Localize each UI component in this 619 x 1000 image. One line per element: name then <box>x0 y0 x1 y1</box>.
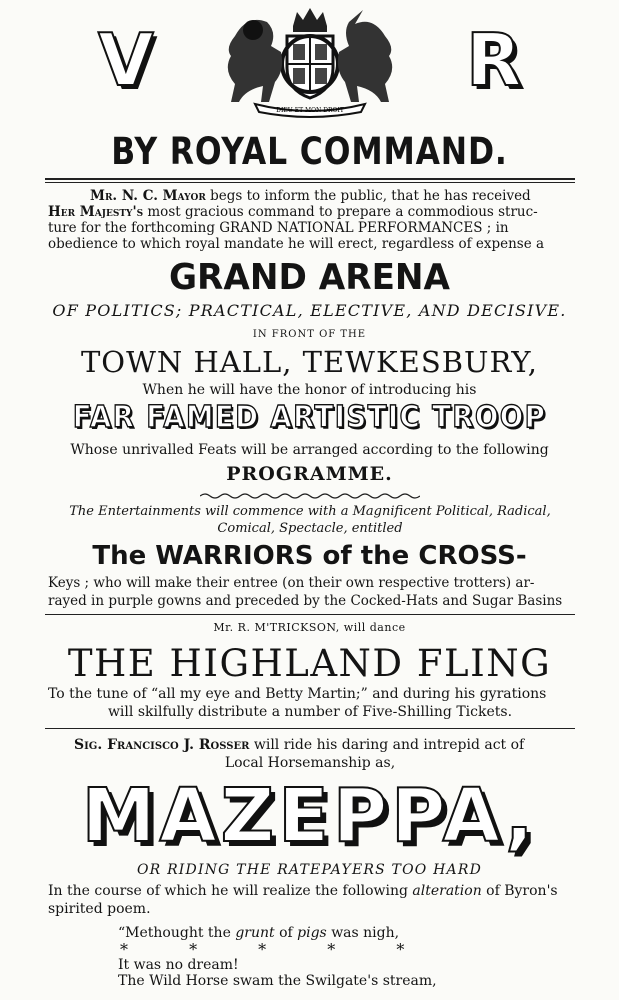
warriors-heading: The WARRIORS of the CROSS- <box>92 541 527 571</box>
town-hall-heading: TOWN HALL, TEWKESBURY, <box>80 345 539 379</box>
description-line: To the tune of “all my eye and Betty Martin;” and during his gyrations <box>48 686 547 702</box>
feats-text: Whose unrivalled Feats will be arranged according to the following <box>70 442 549 458</box>
poem-stars: * * * * * <box>120 940 433 959</box>
poem-text: was nigh, <box>326 925 400 941</box>
entertainment-line: Comical, Spectacle, entitled <box>217 521 403 536</box>
course-text: spirited poem. <box>48 901 151 917</box>
v-letter: V <box>98 18 154 102</box>
course-text: In the course of which he will realize the following <box>48 883 413 899</box>
poem-line: It was no dream! <box>118 957 239 973</box>
rosser-name: Sig. Francisco J. Rosser <box>74 737 250 753</box>
intro-text: obedience to which royal mandate he will erect, regardless of expense a <box>48 236 545 252</box>
poem-line: The Wild Horse swam the Swilgate's stream, <box>118 973 437 989</box>
honor-text: When he will have the honor of introducing his <box>142 382 477 398</box>
divider <box>45 728 575 729</box>
alteration-text: alteration <box>412 883 482 899</box>
byron-paragraph <box>48 882 572 918</box>
poem-text: of <box>274 925 298 941</box>
divider <box>45 182 575 183</box>
royal-coat-of-arms-icon <box>205 6 415 118</box>
description-line: Keys ; who will make their entree (on their own respective trotters) ar- <box>48 575 535 591</box>
description-line: will skilfully distribute a number of Five-Shilling Tickets. <box>107 704 513 720</box>
in-front-text: IN FRONT OF THE <box>252 329 367 340</box>
wavy-divider <box>200 492 420 500</box>
warriors-description <box>48 574 572 610</box>
poem-text: grunt <box>235 925 275 941</box>
poem-text: “Methought the <box>118 925 236 941</box>
arena-subtitle: OF POLITICS; PRACTICAL, ELECTIVE, AND DECISIVE. <box>52 301 567 320</box>
grand-arena-heading: GRAND ARENA <box>168 257 451 298</box>
rosser-text: Local Horsemanship as, <box>224 755 396 771</box>
fling-description <box>48 685 572 721</box>
intro-text: ture for the forthcoming GRAND NATIONAL PERFORMANCES ; in <box>48 220 509 236</box>
entertainment-line: The Entertainments will commence with a Magnificent Political, Radical, <box>69 504 551 519</box>
poem-text: pigs <box>297 925 327 941</box>
divider <box>45 178 575 180</box>
divider <box>45 614 575 615</box>
troop-heading: FAR FAMED ARTISTIC TROOP <box>72 400 547 435</box>
mazeppa-heading: MAZEPPA, <box>81 773 538 859</box>
svg-text:DIEU ET MON DROIT: DIEU ET MON DROIT <box>276 107 344 114</box>
r-letter: R <box>466 18 522 102</box>
intro-paragraph <box>48 188 572 252</box>
page-title: BY ROYAL COMMAND. <box>111 130 508 173</box>
intro-text: begs to inform the public, that he has received <box>205 188 531 204</box>
trickson-text: Mr. R. M'TRICKSON, will dance <box>213 621 406 634</box>
rosser-text: will ride his daring and intrepid act of <box>249 737 525 753</box>
rosser-paragraph <box>48 736 572 772</box>
course-text: of Byron's <box>481 883 558 899</box>
entertainment-intro <box>48 503 572 537</box>
intro-text: most gracious command to prepare a commodious struc- <box>143 204 538 220</box>
highland-fling-heading: THE HIGHLAND FLING <box>67 642 552 685</box>
description-line: rayed in purple gowns and preceded by the Cocked-Hats and Sugar Basins <box>48 593 563 609</box>
programme-heading: PROGRAMME. <box>226 463 393 485</box>
mayor-name: Mr. N. C. Mayor <box>90 188 206 204</box>
majesty-text: Her Majesty's <box>48 204 144 220</box>
mazeppa-subtitle: OR RIDING THE RATEPAYERS TOO HARD <box>137 862 482 878</box>
